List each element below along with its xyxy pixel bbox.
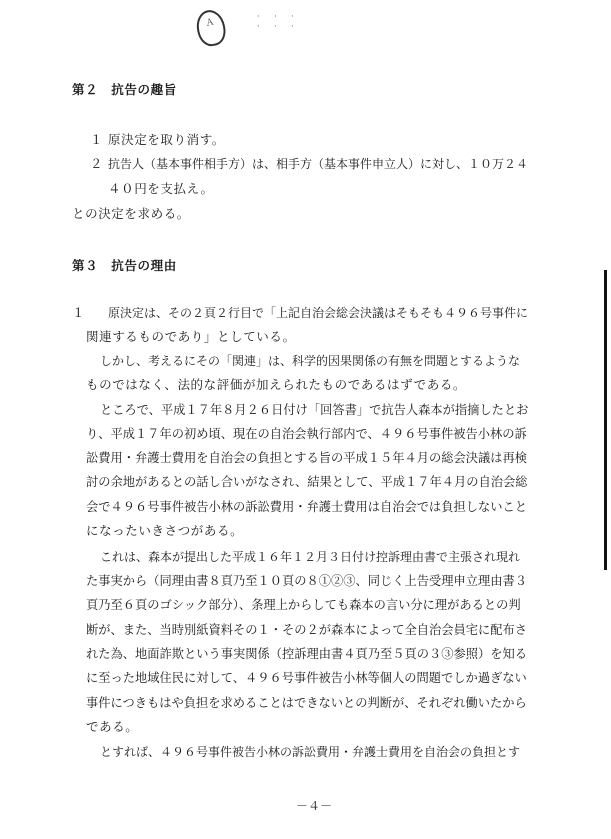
para-4-line-7: 事件につきもはや負担を求めることはできないとの判断が、それぞれ働いたから — [86, 696, 527, 710]
para-4-line-4: 断が、また、当時別紙資料その１・その２が森本によって全自治会員宅に配布さ — [86, 623, 527, 637]
section-3-heading: 第３ 抗告の理由 — [72, 258, 177, 273]
page-number: －４－ — [296, 799, 333, 813]
scan-noise: · · · · · · — [257, 12, 300, 31]
para-3-line-4: 討の余地があるとの話し合いがなされ、結果として、平成１７年４月の自治会総 — [86, 475, 528, 489]
para-4-line-3: 頁乃至６頁のゴシック部分）、条理上からしても森本の言い分に理があるとの判 — [86, 598, 521, 612]
para-4-line-8: である。 — [86, 719, 139, 734]
para-1-number: １ — [72, 305, 85, 320]
item-2-text: 抗告人（基本事件相手方）は、相手方（基本事件申立人）に対し、１０万２４ — [108, 157, 529, 171]
item-1-number: １ — [90, 132, 103, 147]
para-3-line-1: ところで、平成１７年８月２６日付け「回答書」で抗告人森本が指摘したとお — [100, 403, 529, 417]
para-4-line-2: た事実から（同理由書８頁乃至１０頁の８①②③、同じく上告受理申立理由書３ — [86, 574, 527, 588]
para-3-line-2: り、平成１７年の初め頃、現在の自治会執行部内で、４９６号事件被告小林の訴 — [86, 427, 527, 441]
received-stamp: Ａ — [194, 7, 229, 48]
para-5-line-1: とすれば、４９６号事件被告小林の訴訟費用・弁護士費用を自治会の負担とす — [100, 745, 521, 759]
item-1-text: 原決定を取り消す。 — [108, 132, 225, 147]
para-1-line-1: 原決定は、その２頁２行目で「上記自治会総会決議はそもそも４９６号事件に — [108, 306, 529, 320]
para-3-line-5: 会で４９６号事件被告小林の訴訟費用・弁護士費用は自治会では負担しないこと — [86, 500, 527, 514]
para-3-line-3: 訟費用・弁護士費用を自治会の負担とする旨の平成１５年４月の総会決議は再検 — [86, 451, 527, 465]
scan-edge-shadow — [604, 270, 607, 570]
para-1-line-2: 関連するものであり」としている。 — [86, 329, 296, 344]
item-2-text-cont: ４０円を支払え。 — [108, 181, 214, 196]
item-2-number: ２ — [90, 156, 103, 171]
para-4-line-1: これは、森本が提出した平成１６年１２月３日付け控訴理由書で主張され現れ — [100, 550, 521, 564]
section-2-close: との決定を求める。 — [72, 206, 190, 221]
para-3-line-6: になったいきさつがある。 — [86, 523, 244, 538]
para-4-line-5: れた為、地面詐欺という事実関係（控訴理由書４頁乃至５頁の３③参照）を知る — [86, 647, 527, 661]
para-2-line-2: ものではなく、法的な評価が加えられたものであるはずである。 — [86, 377, 467, 392]
para-4-line-6: に至った地域住民に対して、４９６号事件被告小林等個人の問題でしか過ぎない — [86, 671, 527, 685]
section-2-heading: 第２ 抗告の趣旨 — [72, 82, 177, 97]
para-2-line-1: しかし、考えるにその「関連」は、科学的因果関係の有無を問題とするような — [100, 354, 521, 368]
